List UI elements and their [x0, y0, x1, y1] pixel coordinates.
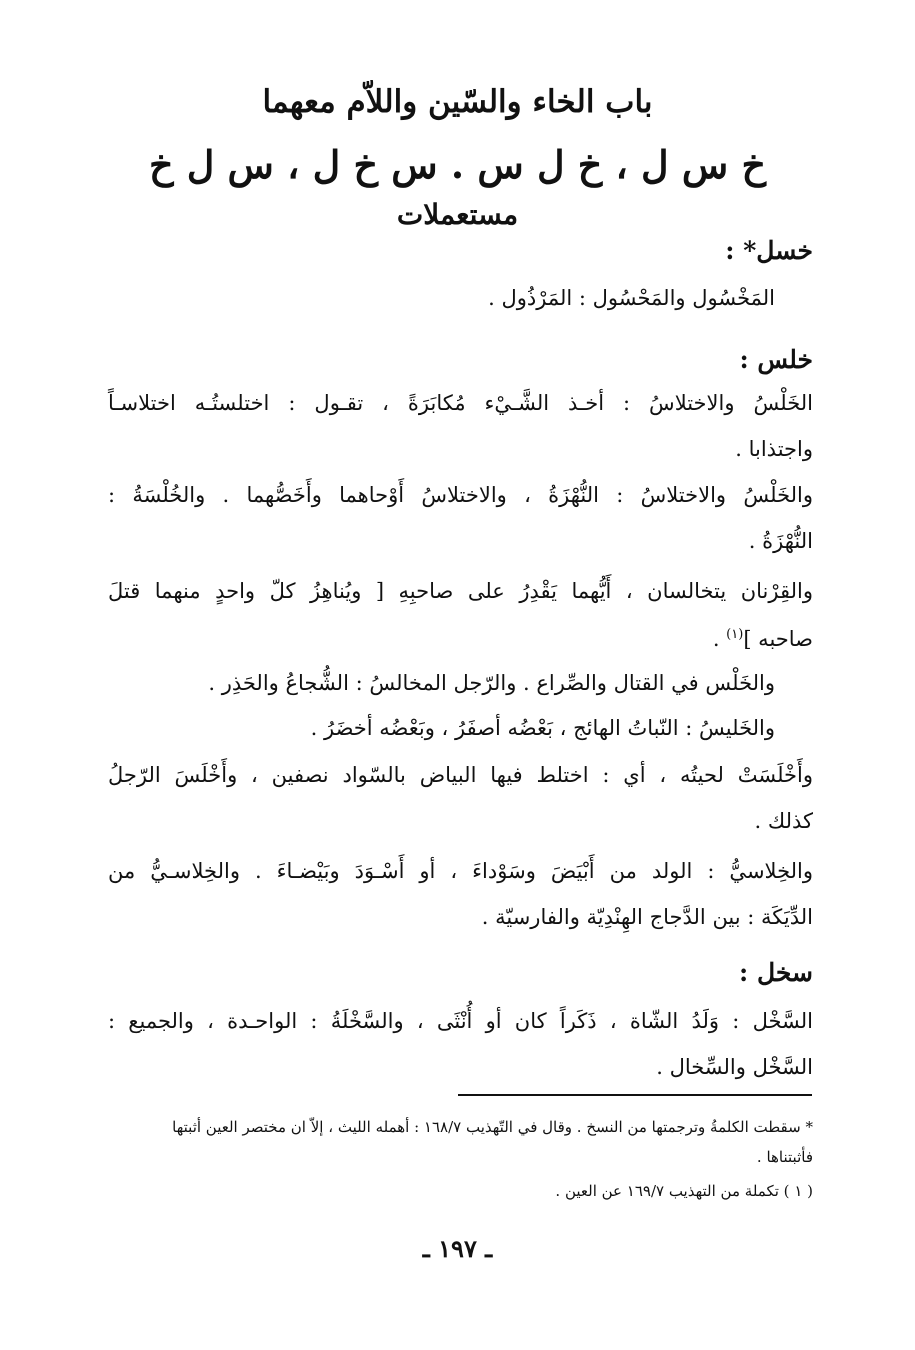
entry-line: واجتذابا .	[735, 437, 813, 461]
used-label: مستعملات	[396, 198, 519, 231]
entry-line-with-ref	[713, 620, 813, 654]
footnote-star: * سقطت الكلمةُ وترجمتها من النسخ . وقال في التّهذيب ١٦٨/٧ : أهمله الليث ، إلاّ ان مختصر العين أثبتها	[172, 1118, 813, 1136]
entry-line: والخَلْس في القتال والصِّراع . والرّجل المخالسُ : الشُّجاعُ والحَذِر .	[208, 671, 775, 695]
entry-line: السَّخْل : وَلَدُ الشّاة ، ذَكَراً كان أو أُنْثَى ، والسَّخْلَةُ : الواحـدة ، والجميع :	[108, 1009, 813, 1033]
entry-line: الدِّيَكَة : بين الدَّجاج الهِنْدِيّة والفارسيّة .	[481, 905, 813, 929]
footnote-1: ( ١ ) تكملة من التهذيب ١٦٩/٧ عن العين .	[555, 1182, 813, 1200]
entry-line: الخَلْسُ والاختلاسُ : أخـذ الشَّـيْء مُكابَرَةً ، تقـول : اختلستُـه اختلاسـاً	[108, 391, 813, 415]
entry-text: صاحبه ]	[743, 627, 813, 651]
headword-khalas: خلس :	[739, 345, 813, 374]
entry-line: وأَخْلَسَتْ لحيتُه ، أي : اختلط فيها البياض بالسّواد نصفين ، وأَخْلَسَ الرّجلُ	[108, 763, 813, 787]
entry-line: المَخْسُول والمَحْسُول : المَرْذُول .	[488, 286, 775, 310]
chapter-title: باب الخاء والسّين واللاّم معهما	[262, 84, 653, 120]
entry-line: والخَلْسُ والاختلاسُ : النُّهْزَةُ ، والاختلاسُ أَوْحاهما وأَخَصُّهما . والخُلْسَةُ :	[108, 483, 813, 507]
footnote-divider	[458, 1094, 812, 1096]
entry-line: والخِلاسيُّ : الولد من أَبْيَضَ وسَوْداءَ ، أو أَسْـوَدَ وبَيْضـاءَ . والخِلاسـيُّ من	[108, 859, 813, 883]
entry-line: والقِرْنان يتخالسان ، أَيُّهما يَقْدِرُ على صاحبِهِ [ ويُناهِزُ كلّ واحدٍ منهما قتلَ	[108, 579, 813, 603]
footnote-ref: (١)	[726, 627, 744, 642]
entry-line: والخَليسُ : النّباتُ الهائج ، بَعْضُه أصفَرُ ، وبَعْضُه أخضَرُ .	[310, 716, 775, 740]
entry-line: كذلك .	[754, 809, 813, 833]
headword-khasal: خسل* :	[725, 236, 813, 265]
page-number: ـ ١٩٧ ـ	[422, 1234, 493, 1263]
footnote-star-continued: فأثبتناها .	[756, 1148, 813, 1166]
headword-sakhal: سخل :	[739, 958, 813, 987]
root-permutations: خ س ل ، خ ل س . س خ ل ، س ل خ	[148, 142, 767, 187]
line-end: .	[712, 627, 727, 651]
entry-line: السَّخْل والسِّخال .	[656, 1055, 813, 1079]
entry-line: النُّهْزَةُ .	[748, 529, 813, 553]
